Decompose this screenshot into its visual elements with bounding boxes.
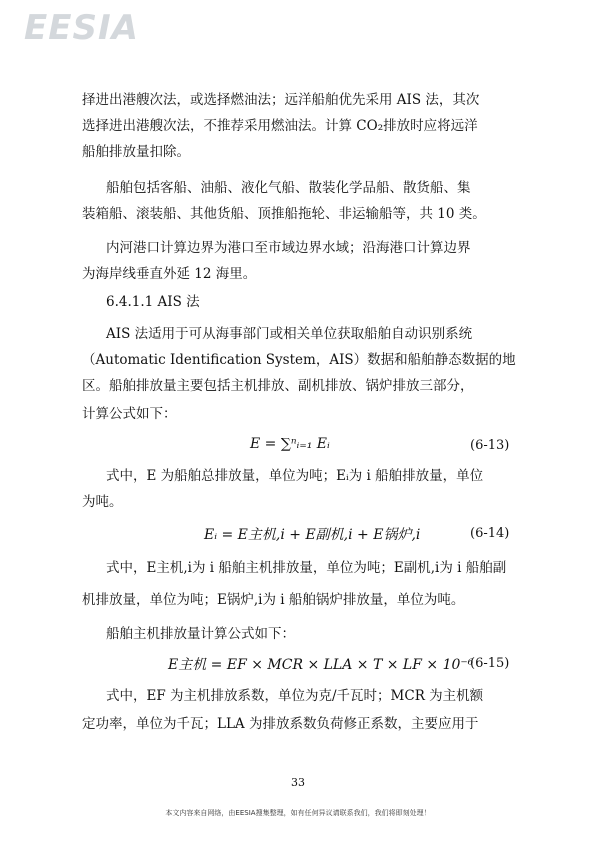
equation-number: (6-14)	[470, 526, 510, 541]
equation-number: (6-15)	[470, 656, 510, 671]
text-line: 选择进出港艘次法，不推荐采用燃油法。计算 CO₂排放时应将远洋	[82, 118, 478, 134]
text-line: 机排放量，单位为吨；E锅炉,i为 i 船舶锅炉排放量，单位为吨。	[82, 592, 465, 608]
page-number: 33	[291, 776, 305, 789]
equation-6-14: Eᵢ = E主机,i + E副机,i + E锅炉,i	[204, 527, 421, 543]
text-line: 计算公式如下：	[82, 406, 177, 422]
text-line: 内河港口计算边界为港口至市域边界水域；沿海港口计算边界	[106, 240, 471, 256]
text-line: 装箱船、滚装船、其他货船、顶推船拖轮、非运输船等，共 10 类。	[82, 206, 486, 222]
text-line: 为海岸线垂直外延 12 海里。	[82, 266, 257, 282]
text-line: 区。船舶排放量主要包括主机排放、副机排放、锅炉排放三部分，	[82, 378, 474, 394]
text-line: 船舶排放量扣除。	[82, 144, 190, 160]
eesia-logo: EESIA	[24, 8, 139, 48]
footer-note: 本文内容来自网络，由EESIA搜集整理，如有任何异议请联系我们，我们将即刻处理！	[165, 809, 431, 817]
text-line: AIS 法适用于可从海事部门或相关单位获取船舶自动识别系统	[106, 326, 473, 342]
text-line: 为吨。	[82, 494, 123, 510]
text-line: 船舶主机排放量计算公式如下：	[106, 626, 295, 642]
equation-number: (6-13)	[470, 438, 510, 453]
text-line: 择进出港艘次法，或选择燃油法；远洋船舶优先采用 AIS 法，其次	[82, 92, 480, 108]
text-line: 式中，E主机,i为 i 船舶主机排放量，单位为吨；E副机,i为 i 船舶副	[106, 560, 507, 576]
text-line: 式中，E 为船舶总排放量，单位为吨；Eᵢ为 i 船舶排放量，单位	[106, 468, 484, 484]
section-heading: 6.4.1.1 AIS 法	[106, 294, 200, 310]
text-line: （Automatic Identification System，AIS）数据和船舶静态数据的地	[82, 352, 516, 368]
equation-6-15: E主机 = EF × MCR × LLA × T × LF × 10⁻⁶	[168, 657, 474, 673]
equation-6-13: E = ∑ⁿᵢ₌₁ Eᵢ	[250, 436, 330, 452]
text-line: 式中，EF 为主机排放系数，单位为克/千瓦时；MCR 为主机额	[106, 688, 484, 704]
text-line: 定功率，单位为千瓦；LLA 为排放系数负荷修正系数，主要应用于	[82, 716, 479, 732]
text-line: 船舶包括客船、油船、液化气船、散装化学品船、散货船、集	[106, 180, 471, 196]
